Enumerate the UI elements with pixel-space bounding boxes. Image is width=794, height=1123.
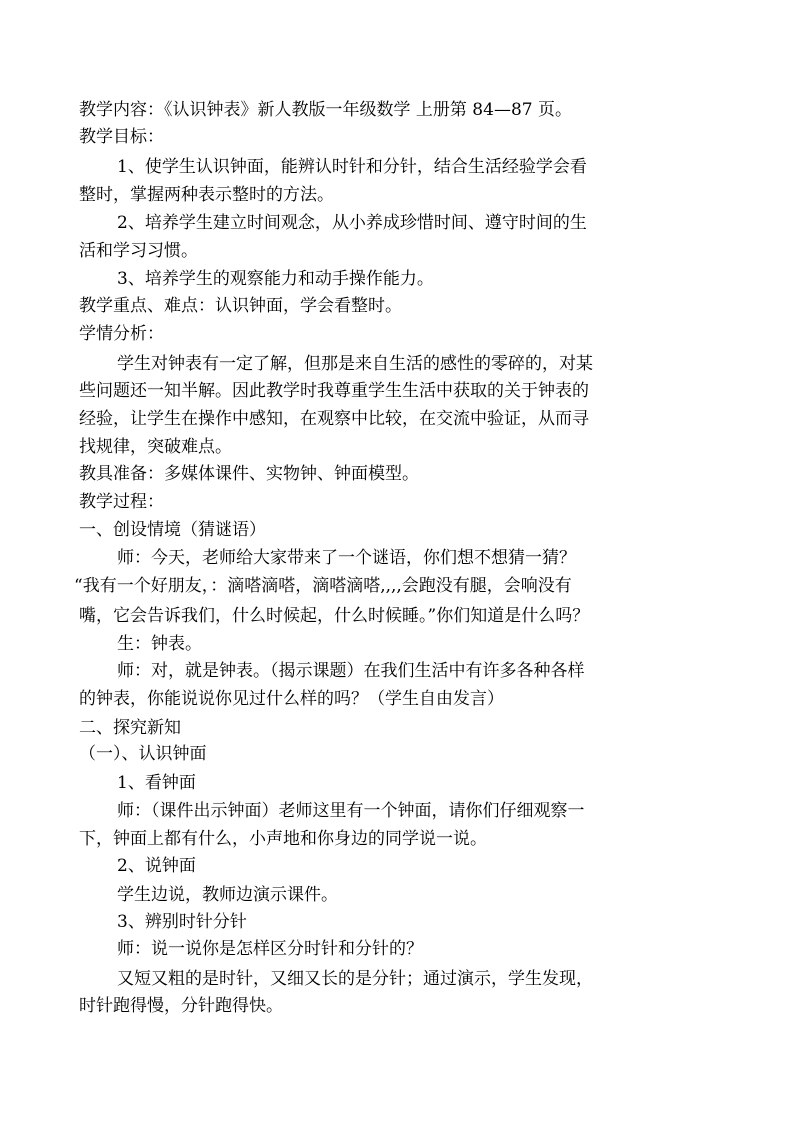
- objectives-heading: 教学目标：: [79, 127, 164, 147]
- key-points-line: 教学重点、难点：认识钟面，学会看整时。: [79, 296, 402, 316]
- process-heading: 教学过程：: [79, 492, 164, 512]
- materials-line: 教具准备：多媒体课件、实物钟、钟面模型。: [79, 464, 419, 484]
- teacher-line-1: 师：今天，老师给大家带来了一个谜语，你们想不想猜一猜？: [117, 548, 576, 568]
- section-2-heading: 二、探究新知: [79, 718, 181, 738]
- objective-3-line: 3、培养学生的观察能力和动手操作能力。: [117, 269, 434, 289]
- learner-analysis-line-1: 学生对钟表有一定了解，但那是来自生活的感性的零碎的，对某: [117, 354, 593, 374]
- step-1-heading: 1、看钟面: [117, 773, 196, 793]
- learner-analysis-heading: 学情分析：: [79, 324, 164, 344]
- step-3-heading: 3、辨别时针分针: [117, 912, 247, 932]
- learner-analysis-line-2: 些问题还一知半解。因此教学时我尊重学生生活中获取的关于钟表的: [79, 381, 589, 401]
- riddle-line-1: “我有一个好朋友，：滴嗒滴嗒，滴嗒滴嗒,,,,会跑没有腿，会响没有: [74, 576, 572, 596]
- step-3-line-1: 师：说一说你是怎样区分时针和分针的？: [117, 939, 423, 959]
- content-line: 教学内容：《认识钟表》新人教版一年级数学 上册第 84—87 页。: [79, 100, 572, 120]
- step-2-heading: 2、说钟面: [117, 856, 196, 876]
- riddle-line-2: 嘴，它会告诉我们，什么时候起，什么时候睡。”你们知道是什么吗？: [79, 606, 590, 626]
- objective-2-line-2: 活和学习习惯。: [79, 241, 198, 261]
- step-2-line: 学生边说，教师边演示课件。: [117, 885, 338, 905]
- teacher-line-3: 的钟表，你能说说你见过什么样的吗？（学生自由发言）: [79, 689, 504, 709]
- learner-analysis-line-4: 找规律，突破难点。: [79, 437, 232, 457]
- student-answer-line: 生：钟表。: [117, 634, 202, 654]
- step-1-line-2: 下，钟面上都有什么，小声地和你身边的同学说一说。: [79, 829, 487, 849]
- section-1-heading: 一、创设情境（猜谜语）: [79, 520, 266, 540]
- objective-1-line-1: 1、使学生认识钟面，能辨认时针和分针，结合生活经验学会看: [117, 157, 587, 177]
- step-3-line-2: 又短又粗的是时针，又细又长的是分针；通过演示，学生发现，: [117, 969, 593, 989]
- step-3-line-3: 时针跑得慢，分针跑得快。: [79, 996, 283, 1016]
- learner-analysis-line-3: 经验，让学生在操作中感知，在观察中比较，在交流中验证，从而寻: [79, 409, 589, 429]
- subsection-1-heading: （一）、认识钟面: [79, 744, 207, 764]
- objective-1-line-2: 整时，掌握两种表示整时的方法。: [79, 185, 334, 205]
- objective-2-line-1: 2、培养学生建立时间观念，从小养成珍惜时间、遵守时间的生: [117, 213, 587, 233]
- step-1-line-1: 师：（课件出示钟面）老师这里有一个钟面，请你们仔细观察一: [117, 801, 585, 821]
- teacher-line-2: 师：对，就是钟表。（揭示课题）在我们生活中有许多各种各样: [117, 661, 585, 681]
